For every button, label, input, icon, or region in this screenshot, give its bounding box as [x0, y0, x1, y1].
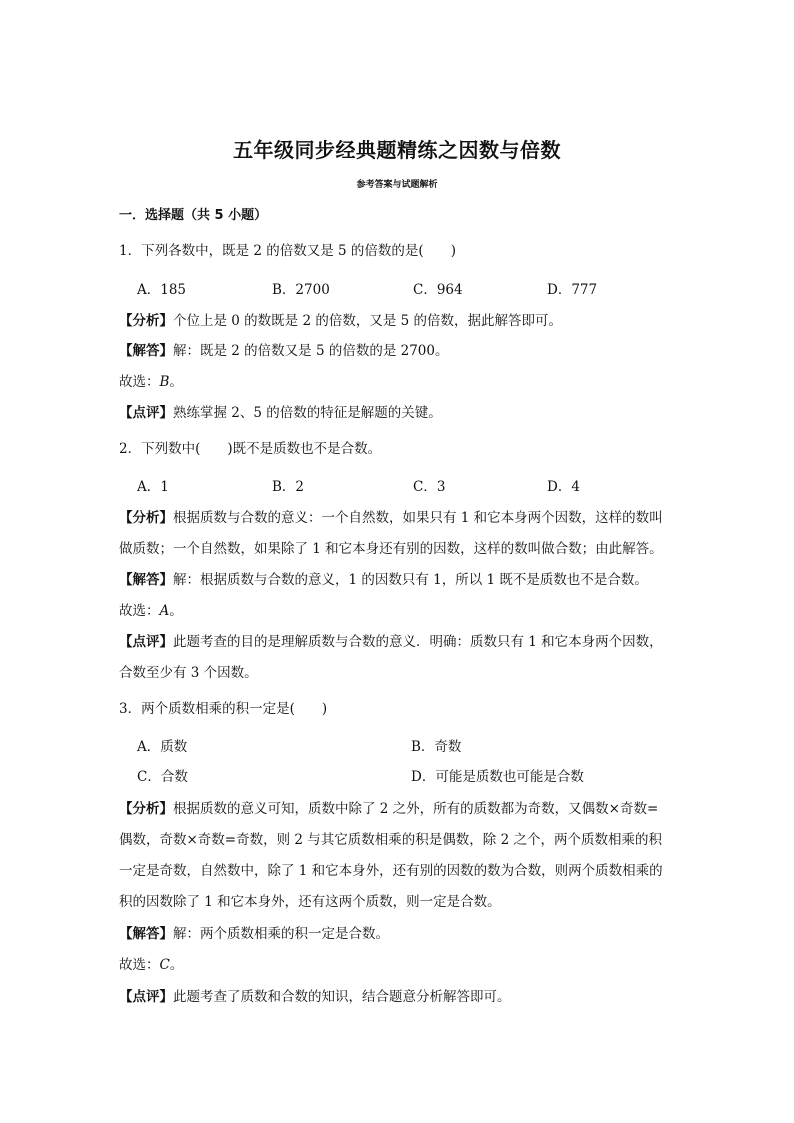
- q1-option-d: D．777: [547, 282, 598, 298]
- choice-label: 故选：: [119, 957, 160, 973]
- analysis-tag: 【分析】: [119, 313, 173, 329]
- q3-option-b: B．奇数: [411, 739, 462, 755]
- q3-solution: [119, 925, 689, 943]
- q2-option-a: A．1: [137, 479, 169, 495]
- q1-comment: [119, 404, 689, 422]
- comment-tag: 【点评】: [119, 634, 173, 650]
- analysis-text: 根据质数与合数的意义：一个自然数，如果只有 1 和它本身两个因数，这样的数叫: [173, 510, 663, 526]
- choice-answer: C: [159, 957, 170, 973]
- question-3-stem: 3．两个质数相乘的积一定是( ): [119, 701, 328, 717]
- page-title: 五年级同步经典题精练之因数与倍数: [233, 138, 561, 162]
- q2-choice: 故选：A。: [119, 603, 183, 619]
- solution-text: 解：两个质数相乘的积一定是合数。: [173, 926, 389, 942]
- analysis-text: 个位上是 0 的数既是 2 的倍数，又是 5 的倍数，据此解答即可。: [173, 313, 563, 329]
- q2-comment-line-2: 合数至少有 3 个因数。: [119, 665, 258, 681]
- choice-answer: A: [159, 603, 170, 619]
- choice-label: 故选：: [119, 374, 160, 390]
- solution-text: 解：根据质数与合数的意义，1 的因数只有 1，所以 1 既不是质数也不是合数。: [173, 572, 648, 588]
- q1-option-a: A．185: [137, 282, 187, 298]
- q2-option-d: D．4: [547, 479, 580, 495]
- comment-text: 此题考查的目的是理解质数与合数的意义．明确：质数只有 1 和它本身两个因数，: [173, 634, 663, 650]
- solution-tag: 【解答】: [119, 926, 173, 942]
- comment-tag: 【点评】: [119, 989, 173, 1005]
- q1-option-c: C．964: [413, 282, 463, 298]
- q2-solution: [119, 571, 689, 589]
- q3-option-c: C．合数: [137, 769, 188, 785]
- comment-text: 熟练掌握 2、5 的倍数的特征是解题的关键。: [173, 405, 442, 421]
- q3-choice: 故选：C。: [119, 957, 184, 973]
- question-1-stem: 1．下列各数中，既是 2 的倍数又是 5 的倍数的是( ): [119, 243, 456, 259]
- q2-option-b: B．2: [272, 479, 305, 495]
- question-2-stem: 2．下列数中( )既不是质数也不是合数。: [119, 441, 382, 457]
- q3-analysis-line-1: [119, 800, 689, 818]
- q1-choice: 故选：B。: [119, 374, 183, 390]
- section-heading: 一．选择题（共 5 小题）: [119, 208, 268, 223]
- analysis-tag: 【分析】: [119, 510, 173, 526]
- q3-option-d: D．可能是质数也可能是合数: [411, 769, 584, 785]
- q2-comment-line-1: [119, 633, 689, 651]
- solution-text: 解：既是 2 的倍数又是 5 的倍数的是 2700。: [173, 343, 449, 359]
- q3-comment: [119, 988, 689, 1006]
- q1-option-b: B．2700: [272, 282, 330, 298]
- page-subtitle: 参考答案与试题解析: [356, 180, 438, 190]
- q2-analysis-line-2: 做质数；一个自然数，如果除了 1 和它本身还有别的因数，这样的数叫做合数；由此解答。: [119, 541, 663, 557]
- q3-analysis-line-2: 偶数，奇数×奇数=奇数，则 2 与其它质数相乘的积是偶数，除 2 之个，两个质数相乘的积: [119, 832, 662, 848]
- solution-tag: 【解答】: [119, 343, 173, 359]
- q1-analysis: [119, 312, 689, 330]
- comment-tag: 【点评】: [119, 405, 173, 421]
- q3-analysis-line-4: 积的因数除了 1 和它本身外，还有这两个质数，则一定是合数。: [119, 894, 501, 910]
- choice-answer: B: [159, 374, 170, 390]
- analysis-tag: 【分析】: [119, 801, 173, 817]
- q3-analysis-line-3: 一定是奇数，自然数中，除了 1 和它本身外，还有别的因数的数为合数，则两个质数相乘的: [119, 863, 663, 879]
- q2-analysis-line-1: [119, 509, 689, 527]
- solution-tag: 【解答】: [119, 572, 173, 588]
- q3-option-a: A．质数: [137, 739, 188, 755]
- comment-text: 此题考查了质数和合数的知识，结合题意分析解答即可。: [173, 989, 511, 1005]
- analysis-text: 根据质数的意义可知，质数中除了 2 之外，所有的质数都为奇数，又偶数×奇数=: [173, 801, 659, 817]
- q2-option-c: C．3: [413, 479, 446, 495]
- choice-label: 故选：: [119, 603, 160, 619]
- q1-solution: [119, 342, 689, 360]
